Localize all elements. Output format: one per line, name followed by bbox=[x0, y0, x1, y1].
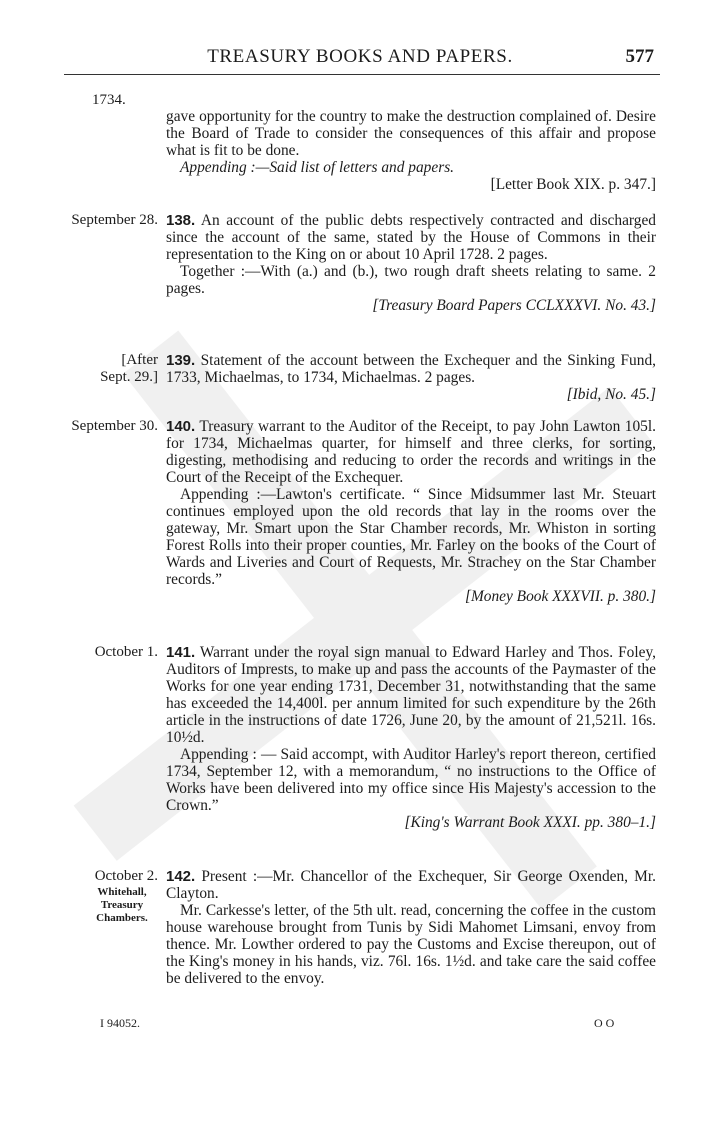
entry-date-line-2: Sept. 29.] bbox=[100, 369, 158, 385]
entry-date bbox=[0, 352, 158, 386]
entry-date-line-1: [After bbox=[121, 352, 158, 368]
entry-body bbox=[166, 868, 656, 987]
entry-reference: [King's Warrant Book XXXI. pp. 380–1.] bbox=[404, 814, 656, 831]
entry-date: 1734. bbox=[92, 92, 126, 108]
entry-number: 140. bbox=[166, 418, 196, 435]
entry-date: October 1. bbox=[94, 644, 158, 660]
header-divider bbox=[64, 74, 660, 75]
entry-number: 139. bbox=[166, 352, 196, 369]
entry-text: gave opportunity for the country to make the destruction complained of. Desire the Board of Trade to consider the consequences of this affair and propose what is fit to be done. bbox=[166, 108, 656, 159]
entry-paragraph: Mr. Carkesse's letter, of the 5th ult. read, concerning the coffee in the custom house warehouse brought from Tunis by Sidi Mahomet Limsani, envoy from thence. Mr. Lowther ordered to pay the Customs and Excise thereupon, out of the King's money in his hands, viz. 76l. 16s. 1½d. and take care the said coffee be delivered to the envoy. bbox=[166, 902, 656, 987]
footer-gathering-mark: O O bbox=[594, 1016, 615, 1030]
page-number: 577 bbox=[625, 46, 654, 67]
entry-body bbox=[166, 352, 656, 403]
entry-appending: Appending :—Said list of letters and papers. bbox=[180, 159, 455, 176]
entry-text: An account of the public debts respectively contracted and discharged since the account of the same, stated by the House of Commons in their representation to the King on or about 10 April 1728. 2 pages. bbox=[166, 212, 656, 263]
page-header bbox=[0, 40, 720, 76]
entry-reference: [Ibid, No. 45.] bbox=[566, 386, 656, 403]
entry-date: September 30. bbox=[71, 418, 158, 434]
entry-location: Whitehall, Treasury Chambers. bbox=[96, 886, 148, 924]
entry-text: Statement of the account between the Exchequer and the Sinking Fund, 1733, Michaelmas, to 1734, Michaelmas. 2 pages. bbox=[166, 352, 656, 386]
entry-appending: Appending :—Lawton's certificate. “ Since Midsummer last Mr. Steuart continues employed upon the old records that lay in the rooms over the gateway, Mr. Smart upon the Star Chamber records, Mr. Whiston in sorting Forest Rolls into their proper counties, Mr. Farley on the books of the Court of Wards and Liveries and Court of Requests, Mr. Strachey on the Star Chamber records.” bbox=[166, 486, 656, 588]
footer-signature-mark: I 94052. bbox=[100, 1016, 140, 1030]
entry-together: Together :—With (a.) and (b.), two rough draft sheets relating to same. 2 pages. bbox=[166, 263, 656, 297]
entry-text: Warrant under the royal sign manual to Edward Harley and Thos. Foley, Auditors of Imprests, to make up and pass the accounts of the Paymaster of the Works for one year ending 1731, December 31, notwithstanding that the same has exceeded the 14,400l. per annum limited for such expenditure by the 26th article in the instructions of date 1726, June 20, by the amount of 21,521l. 16s. 10½d. bbox=[166, 644, 656, 746]
entry-reference: [Letter Book XIX. p. 347.] bbox=[490, 176, 656, 193]
entry-appending: Appending : — Said accompt, with Auditor Harley's report thereon, certified 1734, September 12, with a memorandum, “ no instructions to the Office of Works have been delivered into my office since His Majesty's accession to the Crown.” bbox=[166, 746, 656, 814]
entry-reference: [Treasury Board Papers CCLXXXVI. No. 43.] bbox=[372, 297, 656, 314]
entry-date: October 2. bbox=[94, 868, 158, 884]
entry-date: September 28. bbox=[71, 212, 158, 228]
entry-text: Treasury warrant to the Auditor of the Receipt, to pay John Lawton 105l. for 1734, Michaelmas quarter, for himself and three clerks, for sorting, digesting, methodising and reducing to order the records and writings in the Court of the Receipt of the Exchequer. bbox=[166, 418, 656, 486]
entry-number: 142. bbox=[166, 868, 196, 885]
running-title: TREASURY BOOKS AND PAPERS. bbox=[207, 46, 513, 67]
entry-body bbox=[166, 212, 656, 314]
entry-number: 138. bbox=[166, 212, 196, 229]
entry-body bbox=[166, 644, 656, 831]
entry-reference: [Money Book XXXVII. p. 380.] bbox=[464, 588, 656, 605]
entry-body bbox=[166, 108, 656, 193]
entry-text: Present :—Mr. Chancellor of the Exchequer, Sir George Oxenden, Mr. Clayton. bbox=[166, 868, 656, 902]
entry-body bbox=[166, 418, 656, 605]
entry-number: 141. bbox=[166, 644, 196, 661]
